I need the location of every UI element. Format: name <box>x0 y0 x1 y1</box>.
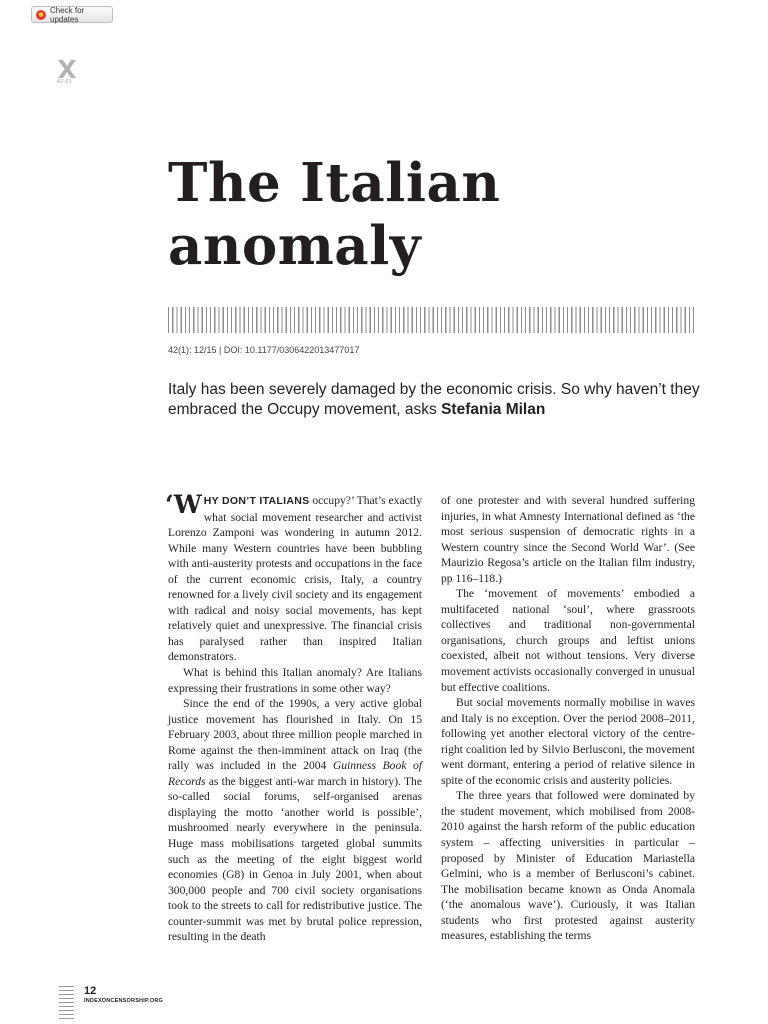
decorative-barcode-rule <box>168 307 696 333</box>
paragraph: The three years that followed were dominated by the student movement, which mobilised from 2008-2010 against the harsh reform of the public education system – affecting universities in particular – proposed by Minister of Education Mariastella Gelmini, who is a member of Berlusconi’s cabinet. The mobilisation became known as Onda Anomala (‘the anomalous wave’). Curiously, it was Italian students who first protested against austerity measures, establishing the terms <box>441 789 695 943</box>
title-line-1: The Italian <box>168 152 501 214</box>
body-column-1 <box>165 490 422 945</box>
paragraph-text: occupy?’ That’s exactly what social movement researcher and activist Lorenzo Zamponi was wondering in autumn 2012. While many Western countries have been bubbling with anti-austerity protests and occupations in the face of the current economic crisis, Italy, a country renowned for a lively civil society and its engagement with radical and noisy social movements, has kept relatively quiet and unexpressive. The financial crisis has paralysed rather than inspired Italian demonstrators. <box>168 494 422 664</box>
paragraph: But social movements normally mobilise in waves and Italy is no exception. Over the period 2008–2011, following yet another electoral victory of the centre-right coalition led by Silvio Berlusconi, the movement went dormant, entering a period of relative silence in spite of the economic crisis and austerity policies. <box>441 696 695 787</box>
paragraph: The ‘movement of movements’ embodied a multifaceted national ‘soul’, where grassroots collectives and traditional non-governmental organisations, church groups and leftist unions coexisted, albeit not without tensions. Very diverse movement activists occasionally converged in unusual but effective coalitions. <box>441 587 695 694</box>
article-title <box>168 152 688 278</box>
lead-in-caps: HY DON’T ITALIANS <box>203 495 310 507</box>
paragraph <box>165 490 422 665</box>
check-for-updates-label: Check for updates <box>50 5 85 24</box>
paragraph-text: Since the end of the 1990s, a very active global justice movement has flourished in Italy. On 15 February 2003, about three million people marched in Rome against the then-imminent attack on Iraq (the rally was included in the 2004 <box>168 697 422 773</box>
author-name: Stefania Milan <box>441 401 546 418</box>
title-line-2: anomaly <box>168 215 422 277</box>
journal-x-logo-icon <box>56 58 78 80</box>
doi-line: 42(1): 12/15 | DOI: 10.1177/0306422013477017 <box>168 345 360 355</box>
crossmark-icon <box>36 10 46 20</box>
drop-cap: ‘W <box>165 490 202 519</box>
italic-title: Guinness Book of Records <box>168 759 422 788</box>
body-column-2 <box>441 493 695 944</box>
standfirst-text: Italy has been severely damaged by the economic crisis. So why haven’t they embraced the Occupy movement, asks <box>168 381 700 418</box>
standfirst <box>168 380 708 420</box>
footer-decorative-lines <box>59 986 74 1021</box>
page-number: 12 <box>84 985 97 997</box>
issue-code: 42.01 <box>57 79 73 85</box>
paragraph: of one protester and with several hundred suffering injuries, in what Amnesty International defined as ‘the most serious suspension of democratic rights in a Western country since the Second World War’. (See Maurizio Regosa’s article on the Italian film industry, pp 116–118.) <box>441 494 695 585</box>
check-for-updates-button[interactable] <box>31 6 113 23</box>
site-url: INDEXONCENSORSHIP.ORG <box>84 998 163 1004</box>
paragraph-text: as the biggest anti-war march in history). The so-called social forums, self-organised arenas displaying the motto ‘another world is possible’, mushroomed nearly everywhere in the peninsula. Huge mass mobilisations targeted global summits such as the meeting of the eight biggest world economies (G8) in Genoa in July 2001, when about 300,000 people and 700 civil society organisations took to the streets to call for redistributive justice. The counter-summit was met by brutal police repression, resulting in the death <box>168 774 422 944</box>
paragraph: What is behind this Italian anomaly? Are Italians expressing their frustrations in some other way? <box>168 666 422 695</box>
paragraph <box>168 696 422 945</box>
